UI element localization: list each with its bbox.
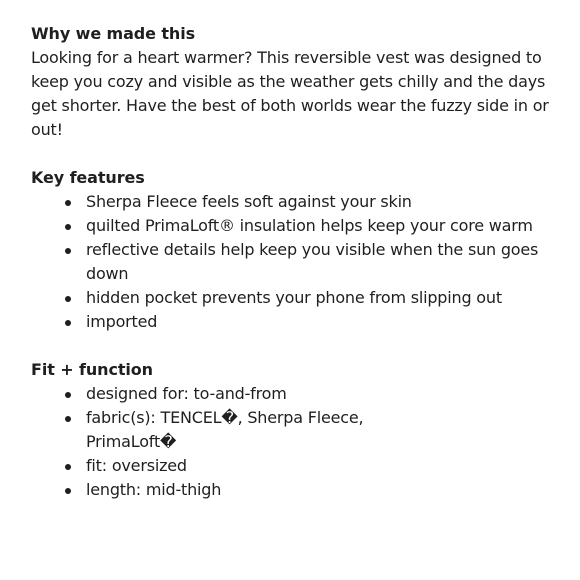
why-body: Looking for a heart warmer? This reversible vest was designed to keep you cozy and visible as the weather gets chilly and the days get shorter. Have the best of both worlds wear the fuzzy side in or out! [31,48,549,139]
feature-item: reflective details help keep you visible when the sun goes down [86,238,560,286]
fit-item: fabric(s): TENCEL�, Sherpa Fleece, PrimaLoft� [86,406,386,454]
feature-item: imported [86,310,560,334]
fit-list [31,382,386,502]
fit-item: length: mid-thigh [86,478,386,502]
key-features-section [31,166,560,334]
fit-function-section [31,358,560,502]
features-list [31,190,560,334]
fit-heading: Fit + function [31,360,153,379]
fit-item: designed for: to-and-from [86,382,386,406]
fit-item: fit: oversized [86,454,386,478]
features-heading: Key features [31,168,145,187]
feature-item: hidden pocket prevents your phone from slipping out [86,286,560,310]
feature-item: quilted PrimaLoft® insulation helps keep your core warm [86,214,560,238]
why-we-made-this-section [31,22,560,142]
feature-item: Sherpa Fleece feels soft against your skin [86,190,560,214]
why-heading: Why we made this [31,24,196,43]
